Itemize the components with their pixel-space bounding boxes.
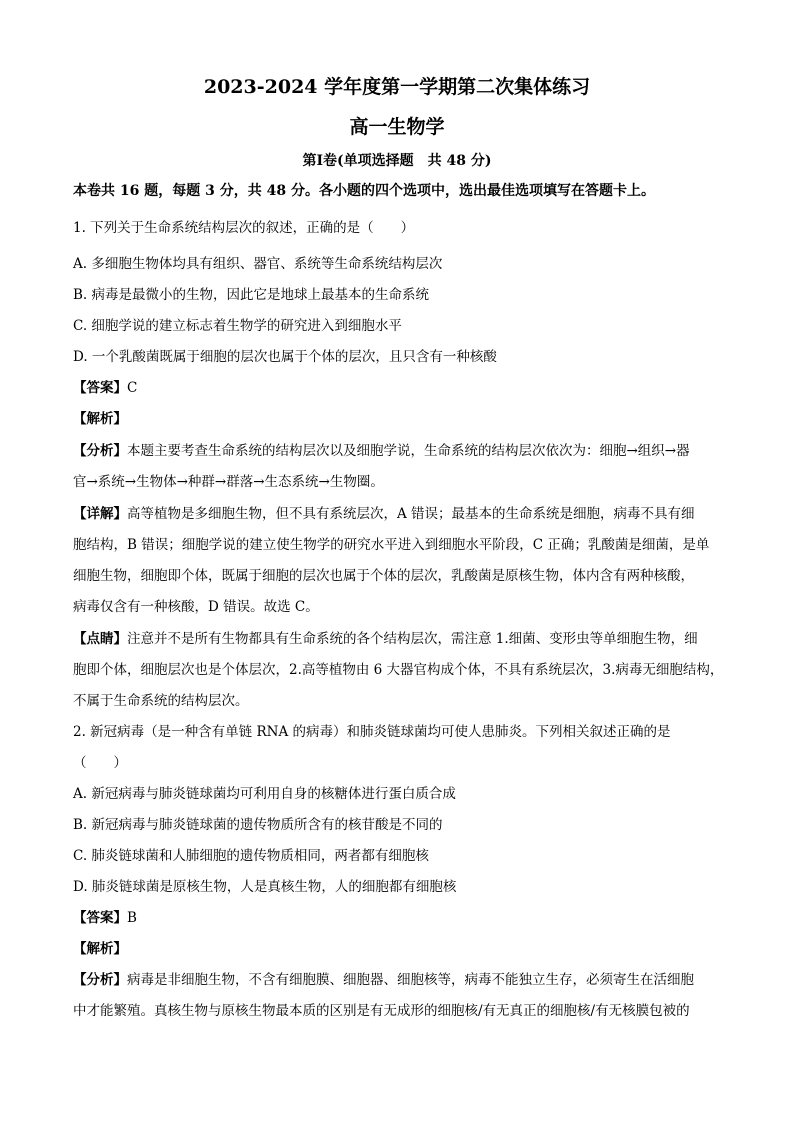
q1-note-line-2: 胞即个体，细胞层次也是个体层次，2.高等植物由 6 大器官构成个体，不具有系统层次，3.病毒无细胞结构， (73, 662, 724, 678)
q1-note-line-3: 不属于生命系统的结构层次。 (73, 693, 249, 709)
block-label: 【分析】 (73, 972, 127, 988)
block-text: 高等植物是多细胞生物，但不具有系统层次，A 错误；最基本的生命系统是细胞，病毒不具有细 (127, 506, 695, 522)
q1-analysis-line-2: 官→系统→生物体→种群→群落→生态系统→生物圈。 (73, 474, 384, 490)
q1-note-line-1 (73, 629, 698, 649)
instructions: 本卷共 16 题，每题 3 分，共 48 分。各小题的四个选项中，选出最佳选项填写在答题卡上。 (73, 183, 655, 199)
question-2-analysis-label: 【解析】 (73, 941, 127, 957)
q2-analysis-line-2: 中才能繁殖。真核生物与原核生物最本质的区别是有无成形的细胞核/有无真正的细胞核/有无核膜包被的 (73, 1003, 690, 1019)
question-2-option-c: C. 肺炎链球菌和人肺细胞的遗传物质相同，两者都有细胞核 (73, 848, 429, 864)
question-1-answer (73, 378, 137, 398)
subject-title: 高一生物学 (349, 116, 445, 138)
answer-value: B (127, 910, 137, 926)
block-text: 病毒是非细胞生物，不含有细胞膜、细胞器、细胞核等，病毒不能独立生存，必须寄生在活细胞 (127, 972, 694, 988)
q1-detail-line-1 (73, 504, 695, 524)
answer-label: 【答案】 (73, 380, 127, 396)
question-2-option-a: A. 新冠病毒与肺炎链球菌均可利用自身的核糖体进行蛋白质合成 (73, 786, 456, 802)
block-text: 本题主要考查生命系统的结构层次以及细胞学说，生命系统的结构层次依次为：细胞→组织→器 (127, 443, 690, 459)
q1-analysis-line-1 (73, 441, 690, 461)
q1-detail-line-3: 细胞生物，细胞即个体，既属于细胞的层次也属于个体的层次，乳酸菌是原核生物，体内含有两种核酸， (73, 568, 694, 584)
question-1-stem: 1. 下列关于生命系统结构层次的叙述，正确的是（ ） (73, 220, 415, 236)
block-text: 注意并不是所有生物都具有生命系统的各个结构层次，需注意 1.细菌、变形虫等单细胞生物，细 (127, 631, 698, 647)
question-1-option-c: C. 细胞学说的建立标志着生物学的研究进入到细胞水平 (73, 318, 402, 334)
question-2-stem: 2. 新冠病毒（是一种含有单链 RNA 的病毒）和肺炎链球菌均可使人患肺炎。下列相关叙述正确的是 (73, 724, 671, 740)
block-label: 【点睛】 (73, 631, 127, 647)
question-2-option-d: D. 肺炎链球菌是原核生物，人是真核生物，人的细胞都有细胞核 (73, 879, 457, 895)
question-1-option-d: D. 一个乳酸菌既属于细胞的层次也属于个体的层次，且只含有一种核酸 (73, 349, 497, 365)
question-2-option-b: B. 新冠病毒与肺炎链球菌的遗传物质所含有的核苷酸是不同的 (73, 817, 443, 833)
answer-label: 【答案】 (73, 910, 127, 926)
question-1-option-a: A. 多细胞生物体均具有组织、器官、系统等生命系统结构层次 (73, 256, 443, 272)
q2-analysis-line-1 (73, 970, 694, 990)
question-1-analysis-label: 【解析】 (73, 411, 127, 427)
block-label: 【分析】 (73, 443, 127, 459)
block-label: 【详解】 (73, 506, 127, 522)
question-2-answer (73, 908, 137, 928)
q1-detail-line-4: 病毒仅含有一种核酸，D 错误。故选 C。 (73, 599, 319, 615)
question-2-stem-cont: （ ） (73, 755, 127, 771)
section-title: 第Ⅰ卷(单项选择题 共 48 分) (302, 153, 492, 169)
question-1-option-b: B. 病毒是最微小的生物，因此它是地球上最基本的生命系统 (73, 287, 430, 303)
q1-detail-line-2: 胞结构，B 错误；细胞学说的建立使生物学的研究水平进入到细胞水平阶段，C 正确；乳酸菌是细菌，是单 (73, 537, 710, 553)
answer-value: C (127, 380, 138, 396)
exam-title: 2023-2024 学年度第一学期第二次集体练习 (203, 76, 591, 98)
